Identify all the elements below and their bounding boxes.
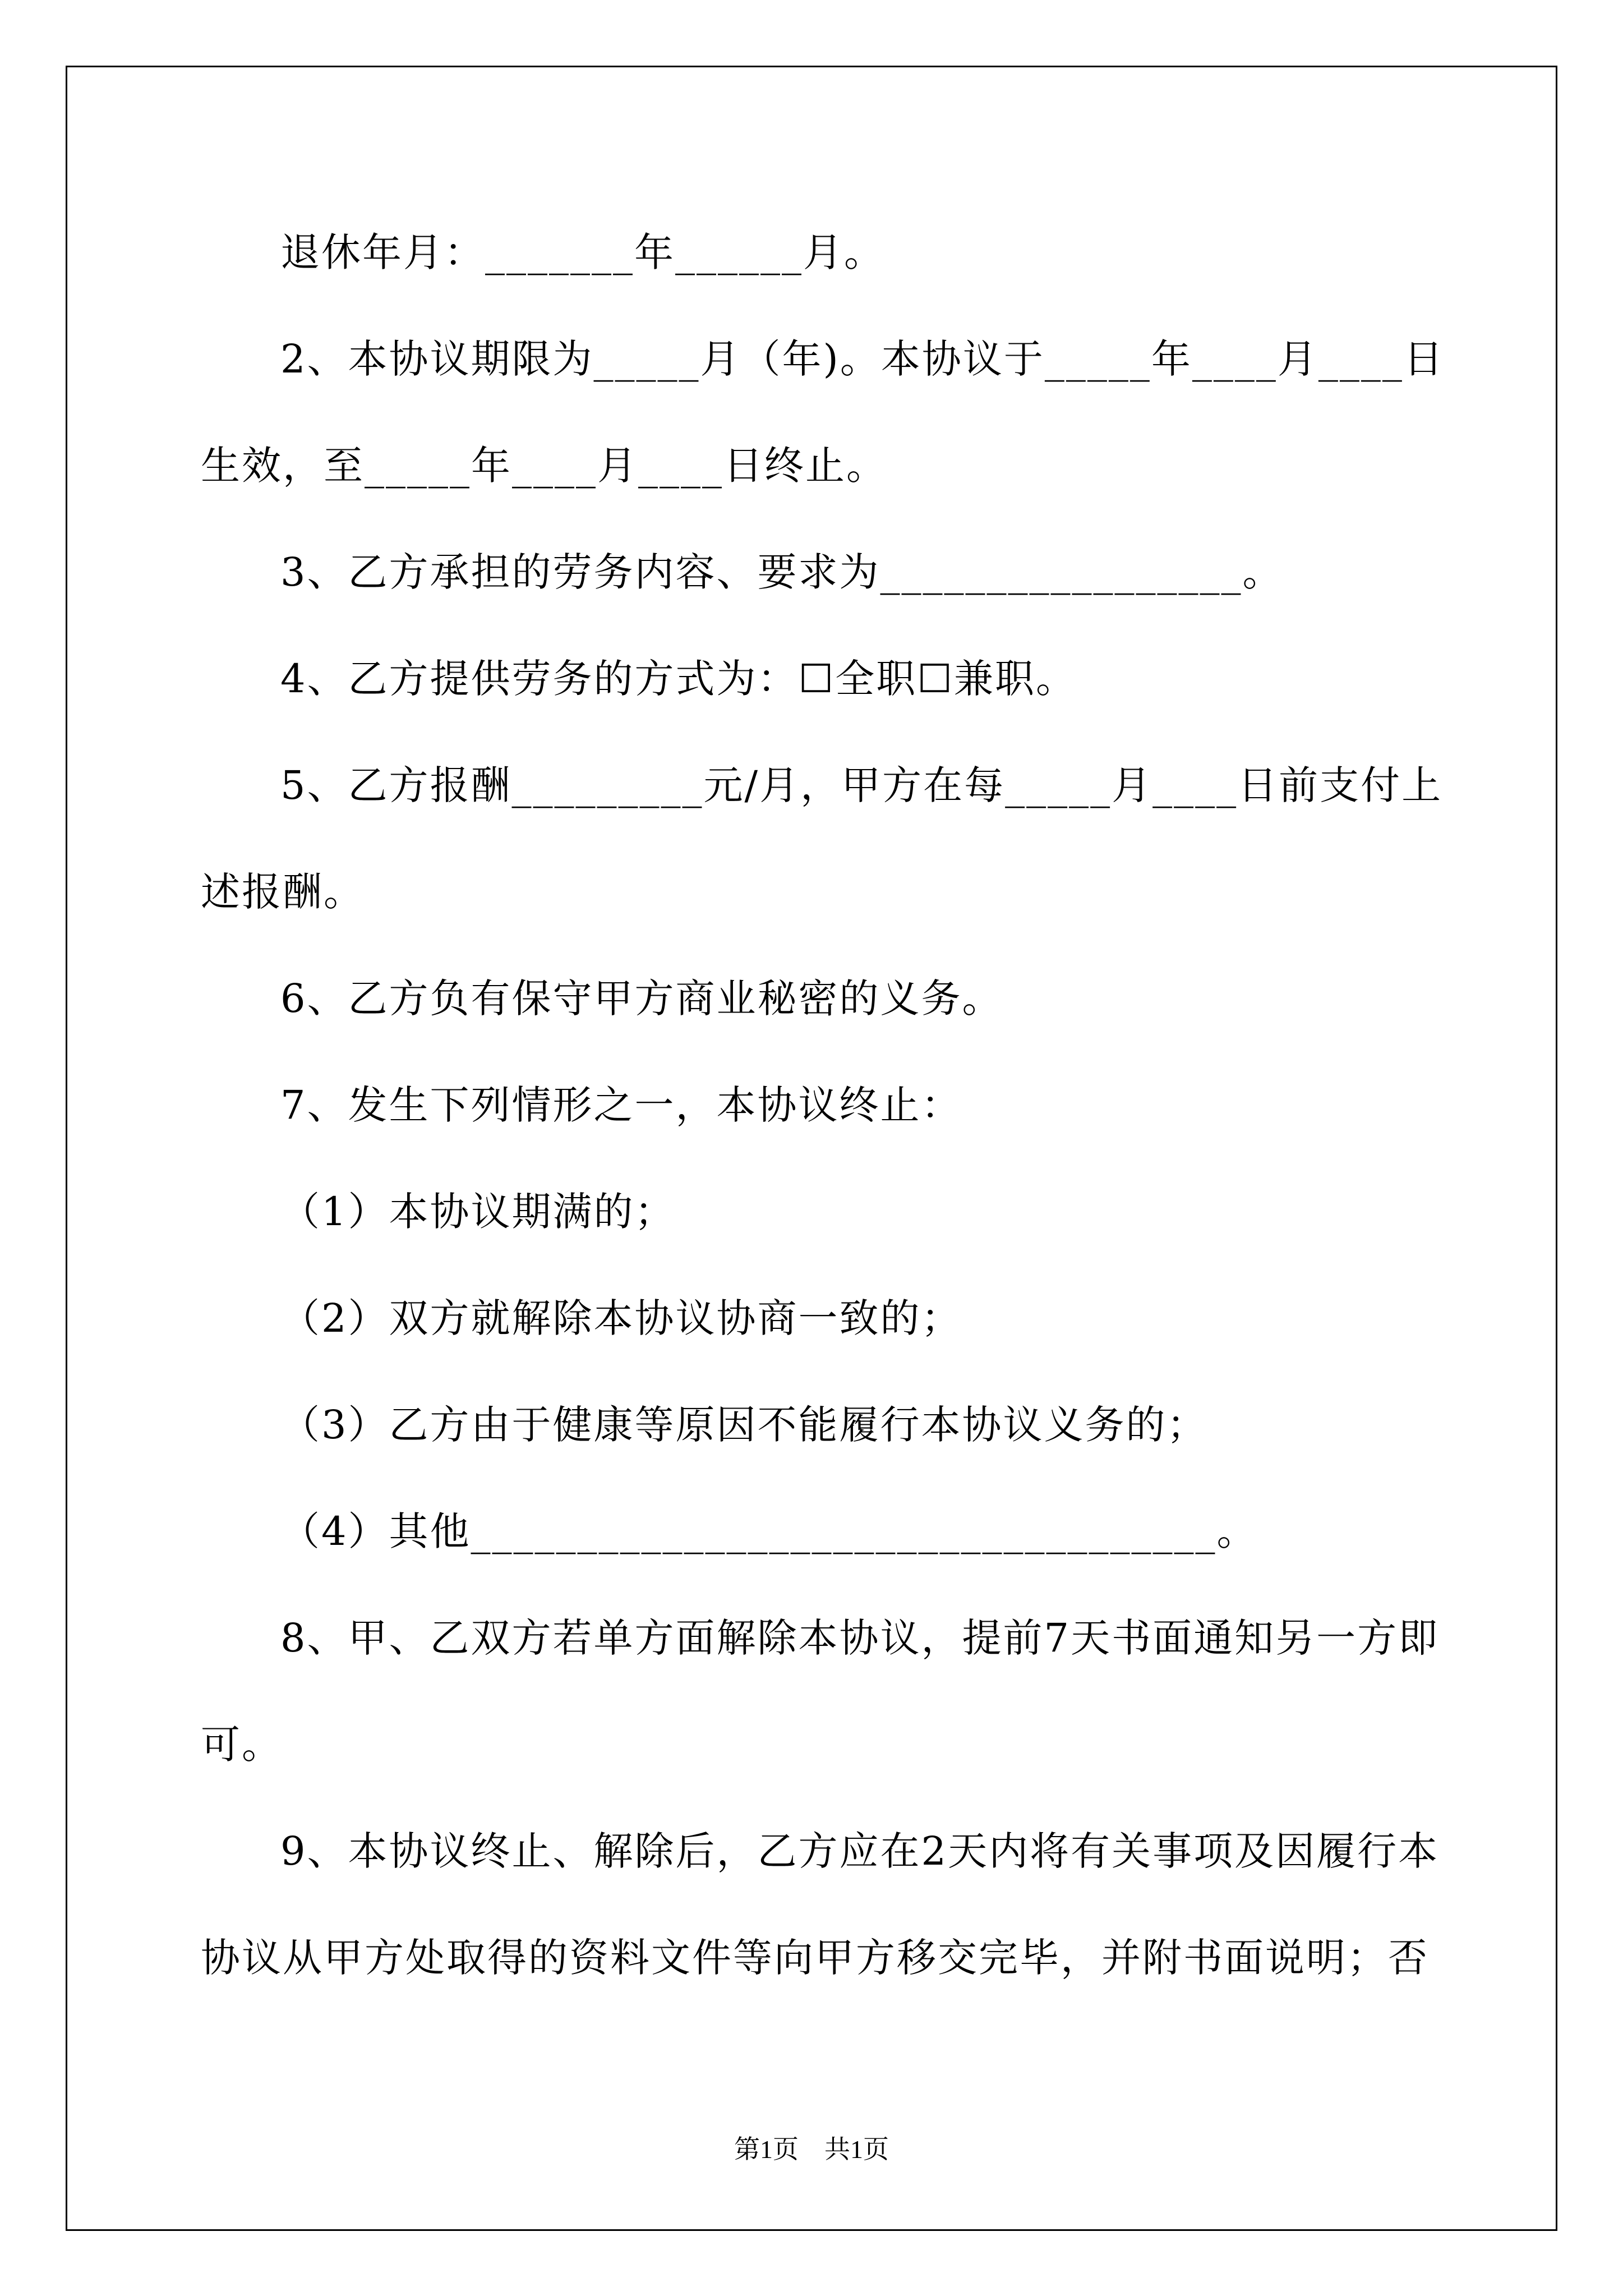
clause-9-line-1: 9、本协议终止、解除后，乙方应在2天内将有关事项及因履行本 xyxy=(280,1828,1440,1874)
clause-7-item-3: （3）乙方由于健康等原因不能履行本协议义务的； xyxy=(280,1402,1208,1448)
retirement-date-line: 退休年月：_______年______月。 xyxy=(280,229,885,275)
clause-7: 7、发生下列情形之一，本协议终止： xyxy=(280,1082,962,1128)
clause-5-line-1: 5、乙方报酬_________元/月，甲方在每_____月____日前支付上 xyxy=(280,762,1443,808)
clause-5-line-2: 述报酬。 xyxy=(201,869,365,915)
clause-7-item-1: （1）本协议期满的； xyxy=(280,1189,676,1235)
clause-4: 4、乙方提供劳务的方式为：☐全职☐兼职。 xyxy=(280,656,1077,702)
page-border xyxy=(66,66,1557,2231)
clause-7-item-2: （2）双方就解除本协议协商一致的； xyxy=(280,1295,962,1341)
clause-2-line-2: 生效，至_____年____月____日终止。 xyxy=(201,443,887,489)
clause-3: 3、乙方承担的劳务内容、要求为_________________。 xyxy=(280,549,1284,595)
clause-9-line-2: 协议从甲方处取得的资料文件等向甲方移交完毕，并附书面说明；否 xyxy=(201,1935,1429,1981)
page-number-footer: 第1页 共1页 xyxy=(734,2135,889,2164)
clause-8-line-2: 可。 xyxy=(201,1722,283,1768)
clause-2-line-1: 2、本协议期限为_____月（年)。本协议于_____年____月____日 xyxy=(280,336,1445,382)
clause-8-line-1: 8、甲、乙双方若单方面解除本协议，提前7天书面通知另一方即 xyxy=(280,1615,1440,1661)
clause-7-item-4: （4）其他___________________________________。 xyxy=(280,1508,1258,1554)
clause-6: 6、乙方负有保守甲方商业秘密的义务。 xyxy=(280,976,1003,1022)
